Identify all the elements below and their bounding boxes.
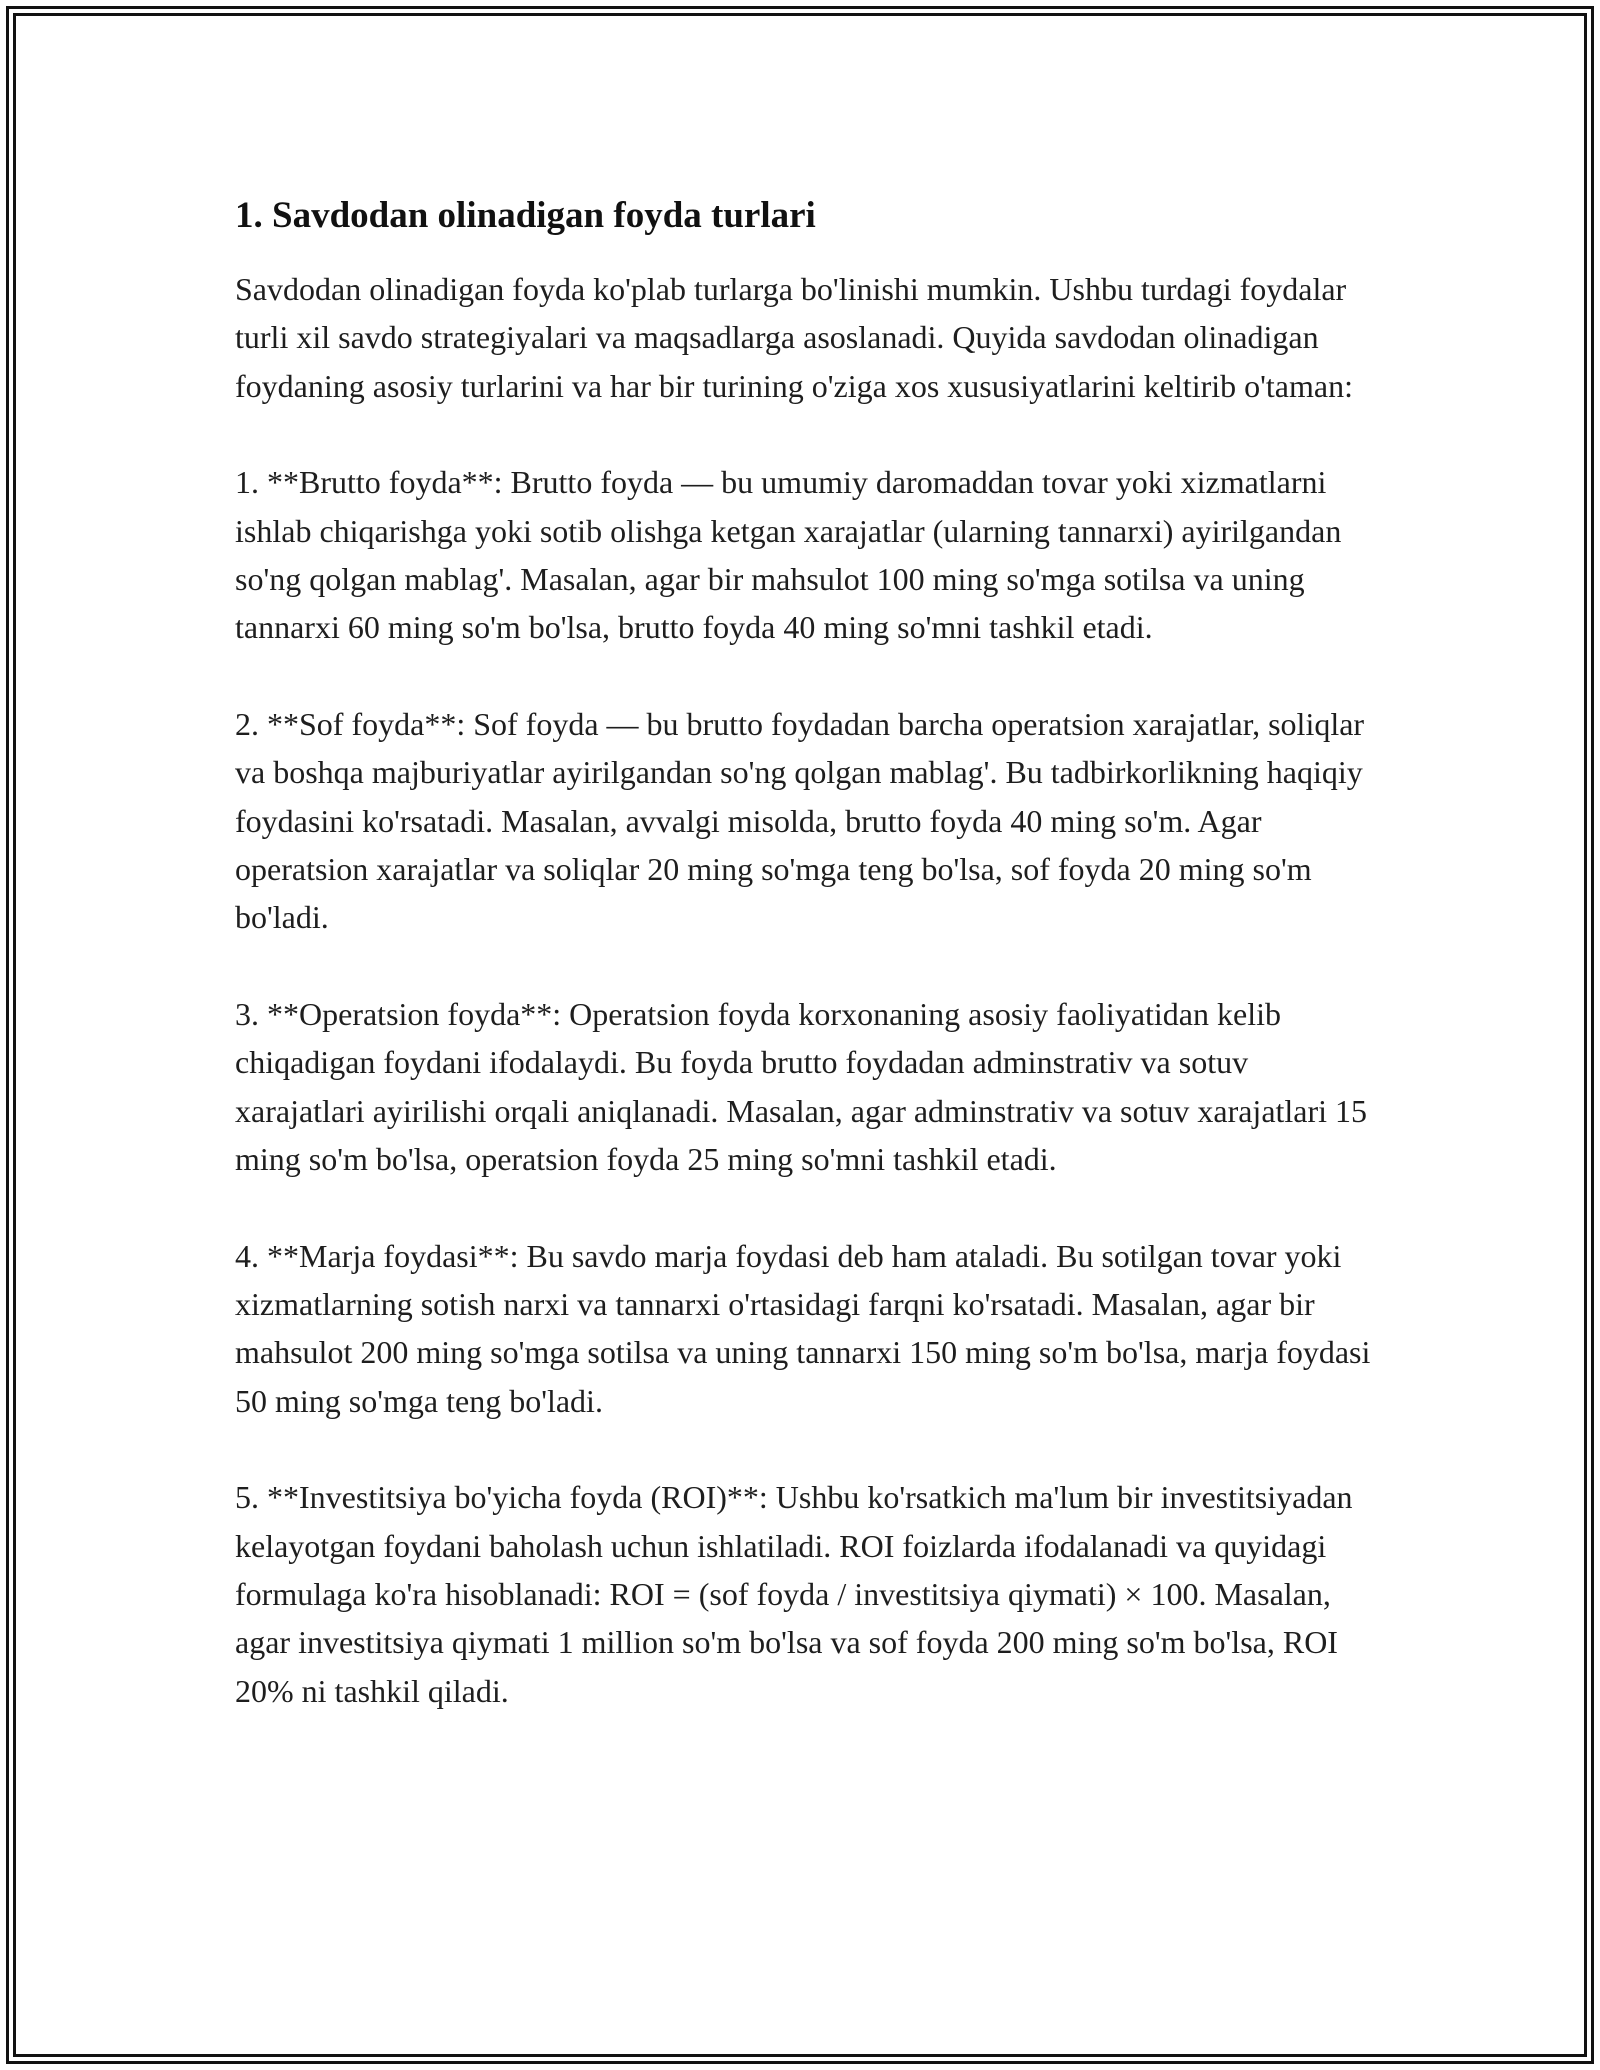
- paragraph-marja-foydasi: 4. **Marja foydasi**: Bu savdo marja foydasi deb ham ataladi. Bu sotilgan tovar yoki xizmatlarning sotish narxi va tannarxi o'rtasidagi farqni ko'rsatadi. Masalan, agar bir mahsulot 200 ming so'mga sotilsa va uning tannarxi 150 ming so'm bo'lsa, marja foydasi 50 ming so'mga teng bo'ladi.: [235, 1237, 1371, 1419]
- paragraph-operatsion-foyda: 3. **Operatsion foyda**: Operatsion foyda korxonaning asosiy faoliyatidan kelib chiqadigan foydani ifodalaydi. Bu foyda brutto foydadan adminstrativ va sotuv xarajatlari ayirilishi orqali aniqlanadi. Masalan, agar adminstrativ va sotuv xarajatlari 15 ming so'm bo'lsa, operatsion foyda 25 ming so'mni tashkil etadi.: [235, 995, 1368, 1178]
- document-body: [235, 188, 1375, 1763]
- paragraph-sof-foyda: 2. **Sof foyda**: Sof foyda — bu brutto foydadan barcha operatsion xarajatlar, soliqlar va boshqa majburiyatlar ayirilgandan so'ng qolgan mablag'. Bu tadbirkorlikning haqiqiy foydasini ko'rsatadi. Masalan, avvalgi misolda, brutto foyda 40 ming so'm. Agar operatsion xarajatlar va soliqlar 20 ming so'mga teng bo'lsa, sof foyda 20 ming so'm bo'ladi.: [235, 705, 1365, 936]
- paragraph-roi: 5. **Investitsiya bo'yicha foyda (ROI)**: Ushbu ko'rsatkich ma'lum bir investitsiyadan kelayotgan foydani baholash uchun ishlatiladi. ROI foizlarda ifodalanadi va quyidagi formulaga ko'ra hisoblanadi: ROI = (sof foyda / investitsiya qiymati) × 100. Masalan, agar investitsiya qiymati 1 million so'm bo'lsa va sof foyda 200 ming so'm bo'lsa, ROI 20% ni tashkil qiladi.: [235, 1479, 1353, 1709]
- section-heading: 1. Savdodan olinadigan foyda turlari: [235, 195, 816, 236]
- paragraph-brutto-foyda: 1. **Brutto foyda**: Brutto foyda — bu umumiy daromaddan tovar yoki xizmatlarni ishlab chiqarishga yoki sotib olishga ketgan xarajatlar (ularning tannarxi) ayirilgandan so'ng qolgan mablag'. Masalan, agar bir mahsulot 100 ming so'mga sotilsa va uning tannarxi 60 ming so'm bo'lsa, brutto foyda 40 ming so'mni tashkil etadi.: [235, 464, 1342, 646]
- intro-paragraph: Savdodan olinadigan foyda ko'plab turlarga bo'linishi mumkin. Ushbu turdagi foydalar turli xil savdo strategiyalari va maqsadlarga asoslanadi. Quyida savdodan olinadigan foydaning asosiy turlarini va har bir turining o'ziga xos xususiyatlarini keltirib o'taman:: [235, 271, 1353, 404]
